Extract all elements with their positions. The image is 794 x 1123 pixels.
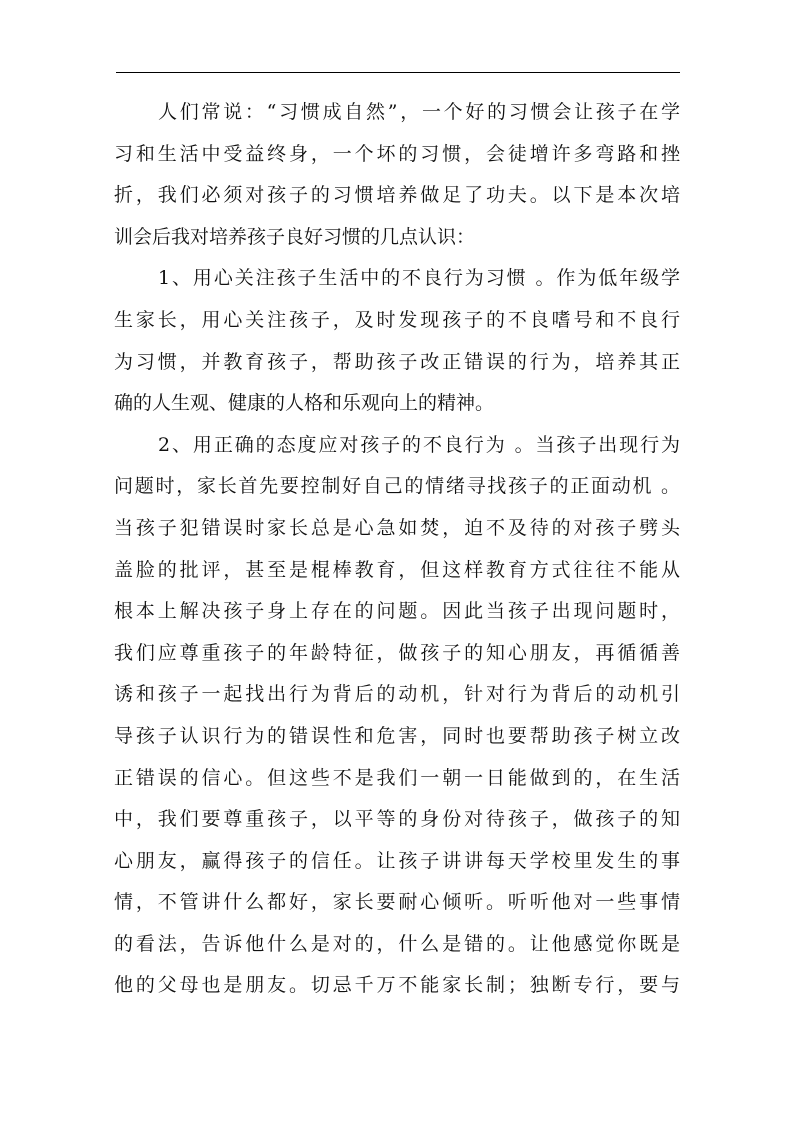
- paragraph-2-line-1: 2、用正确的态度应对孩子的不良行为 。当孩子出现行为: [158, 433, 680, 456]
- paragraph-2-line-7: 诱和孩子一起找出行为背后的动机，针对行为背后的动机引: [114, 683, 680, 706]
- paragraph-2-line-4: 盖脸的批评，甚至是棍棒教育，但这样教育方式往往不能从: [114, 558, 680, 581]
- paragraph-2-line-9: 正错误的信心。但这些不是我们一朝一日能做到的，在生活: [114, 766, 680, 789]
- paragraph-2-line-14: 他的父母也是朋友。切忌千万不能家长制；独断专行，要与: [114, 974, 680, 997]
- paragraph-2-line-2: 问题时，家长首先要控制好自己的情绪寻找孩子的正面动机 。: [114, 475, 680, 498]
- paragraph-intro-line-2: 习和生活中受益终身，一个坏的习惯，会徒增许多弯路和挫: [114, 142, 680, 165]
- paragraph-2-line-5: 根本上解决孩子身上存在的问题。因此当孩子出现问题时，: [114, 600, 680, 623]
- body-text: [0, 92, 794, 1007]
- paragraph-intro-line-4: 训会后我对培养孩子良好习惯的几点认识：: [114, 225, 476, 248]
- paragraph-1-line-1: 1、用心关注孩子生活中的不良行为习惯 。作为低年级学: [158, 267, 680, 290]
- paragraph-1-line-2: 生家长，用心关注孩子，及时发现孩子的不良嗜号和不良行: [114, 308, 680, 331]
- paragraph-intro-line-1: 人们常说：“习惯成自然”，一个好的习惯会让孩子在学: [158, 101, 680, 123]
- paragraph-2-line-10: 中，我们要尊重孩子，以平等的身份对待孩子，做孩子的知: [114, 808, 680, 831]
- paragraph-2-line-13: 的看法，告诉他什么是对的，什么是错的。让他感觉你既是: [114, 932, 680, 955]
- paragraph-2-line-8: 导孩子认识行为的错误性和危害，同时也要帮助孩子树立改: [114, 724, 680, 747]
- paragraph-2-line-12: 情，不管讲什么都好，家长要耐心倾听。听听他对一些事情: [114, 891, 680, 914]
- paragraph-1-line-3: 为习惯，并教育孩子，帮助孩子改正错误的行为，培养其正: [114, 350, 680, 373]
- paragraph-2-line-11: 心朋友，赢得孩子的信任。让孩子讲讲每天学校里发生的事: [114, 849, 680, 872]
- paragraph-1-line-4: 确的人生观、健康的人格和乐观向上的精神。: [114, 392, 495, 415]
- paragraph-2-line-3: 当孩子犯错误时家长总是心急如焚，迫不及待的对孩子劈头: [114, 516, 680, 539]
- paragraph-intro-line-3: 折，我们必须对孩子的习惯培养做足了功夫。以下是本次培: [114, 184, 680, 207]
- paragraph-2-line-6: 我们应尊重孩子的年龄特征，做孩子的知心朋友，再循循善: [114, 641, 680, 664]
- header-rule: [116, 72, 680, 73]
